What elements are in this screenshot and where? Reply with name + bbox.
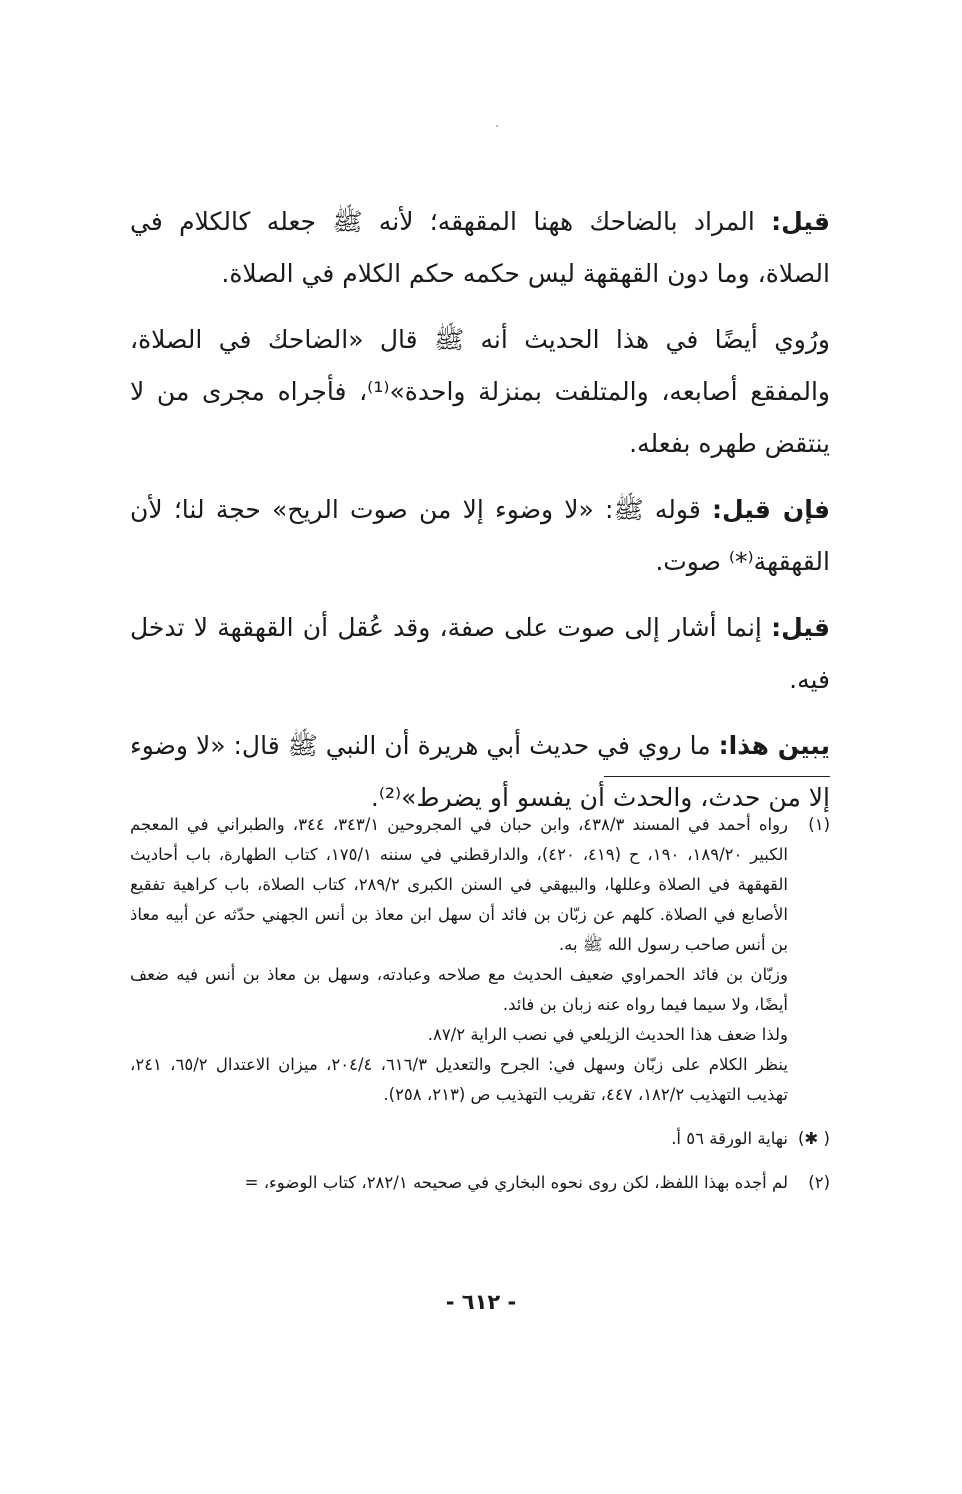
paragraph-3: [130, 484, 830, 588]
footnote-divider: [604, 776, 830, 777]
paragraph-1: [130, 196, 830, 300]
scan-speck: [496, 125, 498, 127]
footnote-2: [130, 1168, 830, 1198]
footnote-line: ولذا ضعف هذا الحديث الزيلعي في نصب الراية ٨٧/٢.: [427, 1025, 788, 1044]
paragraph-5: [130, 720, 830, 824]
footnote-line: ينظر الكلام على زبّان وسهل في: الجرح والتعديل ٦١٦/٣، ٢٠٤/٤، ميزان الاعتدال ٦٥/٢، ٢٤١، تهذيب التهذيب ١٨٢/٢، ٤٤٧، تقريب التهذيب ص (٢١٣، ٢٥٨).: [130, 1055, 788, 1104]
footnote-marker: (١): [808, 815, 830, 834]
footnote-body: [130, 1124, 788, 1154]
paragraph-lead: يبين هذا:: [718, 731, 831, 760]
footnote-body: [130, 1168, 788, 1198]
paragraph-lead: قيل:: [771, 207, 830, 236]
paragraph-text: إنما أشار إلى صوت على صفة، وقد عُقل أن القهقهة لا تدخل فيه.: [130, 613, 830, 694]
footnote-body: [130, 810, 788, 1110]
footnote-line: وزبّان بن فائد الحمراوي ضعيف الحديث مع صلاحه وعبادته، وسهل بن معاذ بن أنس فيه ضعف أيضًا، ولا سيما فيما رواه عنه زبان بن فائد.: [130, 965, 788, 1014]
main-text-block: [130, 196, 830, 838]
footnote-1: [130, 810, 830, 1110]
footnote-marker: ( ✱): [798, 1129, 830, 1148]
paragraph-text: قوله ﷺ: «لا وضوء إلا من صوت الريح» حجة لنا؛ لأن القهقهة⁽*⁾ صوت.: [130, 495, 830, 576]
footnote-line: رواه أحمد في المسند ٤٣٨/٣، وابن حبان في المجروحين ٣٤٣/١، ٣٤٤، والطبراني في المعجم الكبير ١٨٩/٢٠، ١٩٠، ح (٤١٩، ٤٢٠)، والدارقطني في سننه ١٧٥/١، كتاب الطهارة، باب أحاديث القهقهة في الصلاة وعللها، والبيهقي في السنن الكبرى ٢٨٩/٢، كتاب الصلاة، باب كراهية تفقيع الأصابع في الصلاة. كلهم عن زبّان بن فائد أن سهل ابن معاذ بن أنس الجهني حدّثه عن أبيه معاذ بن أنس صاحب رسول الله ﷺ به.: [130, 815, 789, 954]
paragraph-lead: قيل:: [771, 613, 830, 642]
page-number: - ٦١٢ -: [445, 1290, 517, 1314]
paragraph-text: ورُوي أيضًا في هذا الحديث أنه ﷺ قال «الضاحك في الصلاة، والمفقع أصابعه، والمتلفت بمنزلة واحدة»⁽¹⁾، فأجراه مجرى من لا ينتقض طهره بفعله.: [130, 325, 830, 458]
footnote-line: لم أجده بهذا اللفظ، لكن روى نحوه البخاري في صحيحه ٢٨٢/١، كتاب الوضوء، =: [244, 1173, 788, 1192]
paragraph-text: المراد بالضاحك ههنا المقهقه؛ لأنه ﷺ جعله كالكلام في الصلاة، وما دون القهقهة ليس حكمه حكم الكلام في الصلاة.: [130, 207, 830, 288]
paragraph-text: ما روي في حديث أبي هريرة أن النبي ﷺ قال: «لا وضوء إلا من حدث، والحدث أن يفسو أو يضرط»⁽²⁾.: [130, 731, 830, 812]
footnote-line: نهاية الورقة ٥٦ أ.: [671, 1129, 788, 1148]
paragraph-4: [130, 602, 830, 706]
paragraph-lead: فإن قيل:: [712, 495, 831, 524]
footnote-marker: (٢): [808, 1173, 830, 1192]
footnotes-block: [130, 810, 830, 1212]
footnote-star: [130, 1124, 830, 1154]
paragraph-2: [130, 314, 830, 470]
